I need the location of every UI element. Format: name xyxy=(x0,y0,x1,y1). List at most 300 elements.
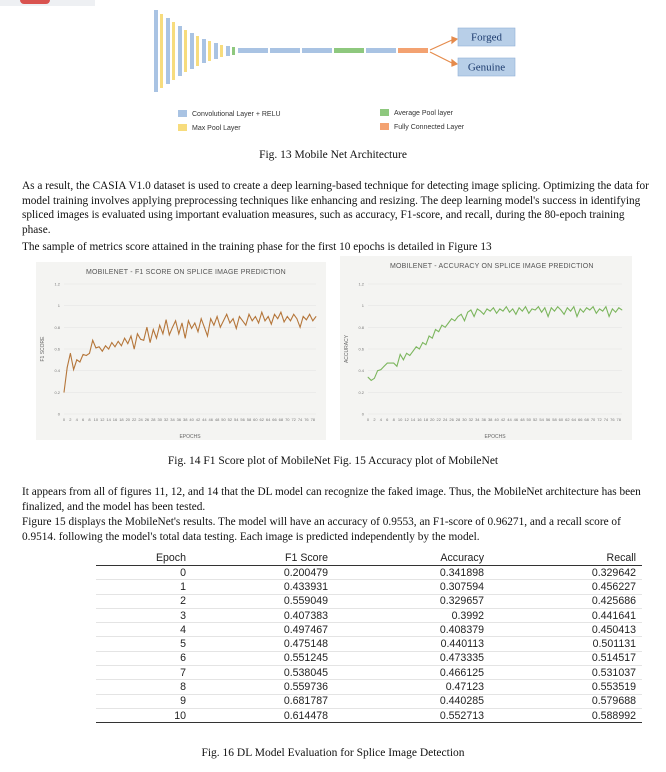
x-tick-label: 68 xyxy=(278,417,284,422)
data-point xyxy=(277,318,278,319)
table-row xyxy=(96,580,642,594)
data-point xyxy=(425,344,426,345)
col-header-recall: Recall xyxy=(490,551,642,566)
data-point xyxy=(580,309,581,310)
data-point xyxy=(451,318,452,319)
data-point xyxy=(226,314,227,315)
data-point xyxy=(118,341,119,342)
data-point xyxy=(387,363,388,364)
cell-f1: 0.407383 xyxy=(188,608,334,622)
data-point xyxy=(188,320,189,321)
data-point xyxy=(80,362,81,363)
data-point xyxy=(538,306,539,307)
data-point xyxy=(214,325,215,326)
data-point xyxy=(83,354,84,355)
accuracy-chart xyxy=(340,256,632,440)
cell-recall: 0.329642 xyxy=(490,566,642,580)
x-tick-label: 62 xyxy=(565,417,570,422)
x-axis-label: EPOCHS xyxy=(484,434,506,440)
data-point xyxy=(564,314,565,315)
cell-epoch: 1 xyxy=(96,580,188,594)
data-point xyxy=(92,340,93,341)
output-genuine xyxy=(458,58,515,76)
y-tick-label: 1 xyxy=(57,303,60,309)
data-point xyxy=(435,329,436,330)
x-tick-label: 38 xyxy=(182,417,188,422)
data-point xyxy=(393,363,394,364)
data-point xyxy=(268,316,269,317)
data-point xyxy=(223,320,224,321)
x-tick-label: 60 xyxy=(558,417,564,422)
data-point xyxy=(172,327,173,328)
cell-f1: 0.614478 xyxy=(188,708,334,722)
data-point xyxy=(544,307,545,308)
data-point xyxy=(265,320,266,321)
x-tick-label: 72 xyxy=(597,417,602,422)
data-point xyxy=(400,354,401,355)
data-point xyxy=(422,342,423,343)
cell-accuracy: 0.3992 xyxy=(334,608,490,622)
data-point xyxy=(169,335,170,336)
data-point xyxy=(458,316,459,317)
data-point xyxy=(296,318,297,319)
mobilenet-architecture-diagram xyxy=(140,0,520,140)
network-blocks xyxy=(154,10,428,92)
x-tick-label: 10 xyxy=(93,417,99,422)
y-tick-label: 0.8 xyxy=(54,324,60,330)
data-point xyxy=(217,316,218,317)
data-point xyxy=(115,346,116,347)
data-point xyxy=(609,316,610,317)
cell-recall: 0.514517 xyxy=(490,651,642,665)
data-point xyxy=(438,331,439,332)
cell-accuracy: 0.473335 xyxy=(334,651,490,665)
data-point xyxy=(548,316,549,317)
x-tick-label: 30 xyxy=(157,417,162,422)
data-point xyxy=(281,312,282,313)
diagram-legend xyxy=(178,109,465,132)
cell-f1: 0.538045 xyxy=(188,666,334,680)
x-tick-label: 18 xyxy=(119,417,124,422)
data-point xyxy=(519,307,520,308)
cell-epoch: 9 xyxy=(96,694,188,708)
body-paragraph-1: As a result, the CASIA V1.0 dataset is used to create a deep learning-based technique for detecting image splicing. Optimizing the data for model training involves applying preprocessing techniques like enhancing and resizing. The deep learning model's success in identifying spliced images is evaluated using important evaluation measures, such as accuracy, F1-score, and recall, during the 80-epoch training phase. xyxy=(22,180,649,236)
x-tick-label: 68 xyxy=(584,417,589,422)
data-point xyxy=(583,312,584,313)
data-point xyxy=(615,312,616,313)
data-point xyxy=(374,378,375,379)
data-point xyxy=(570,311,571,312)
x-tick-label: 62 xyxy=(259,417,264,422)
data-point xyxy=(191,328,192,329)
data-point xyxy=(258,323,259,324)
table-row xyxy=(96,637,642,651)
data-point xyxy=(207,336,208,337)
table-row xyxy=(96,566,642,580)
cell-epoch: 10 xyxy=(96,708,188,722)
y-tick-label: 0 xyxy=(57,411,60,417)
data-point xyxy=(252,320,253,321)
data-point xyxy=(64,392,65,393)
body-paragraph-4: Figure 15 displays the MobileNet's results. The model will have an accuracy of 0.9553, an F1-score of 0.96271, and a recall score of 0.9514. following the model's total data testing. Each image is predicted independently by the model. xyxy=(22,516,621,543)
table-row xyxy=(96,680,642,694)
cell-f1: 0.433931 xyxy=(188,580,334,594)
x-tick-label: 56 xyxy=(240,417,245,422)
evaluation-table xyxy=(96,551,642,723)
x-tick-label: 46 xyxy=(208,417,213,422)
body-paragraph-3: It appears from all of figures 11, 12, and 14 that the DL model can recognize the faked image. Thus, the MobileNet architecture has been finalized, and the model has been tested. xyxy=(22,486,641,513)
chart-background xyxy=(36,262,326,440)
cell-accuracy: 0.329657 xyxy=(334,594,490,608)
cell-accuracy: 0.466125 xyxy=(334,666,490,680)
cell-epoch: 5 xyxy=(96,637,188,651)
x-tick-label: 74 xyxy=(297,417,303,422)
data-point xyxy=(271,324,272,325)
x-tick-label: 34 xyxy=(475,417,480,422)
cell-epoch: 4 xyxy=(96,623,188,637)
cell-accuracy: 0.552713 xyxy=(334,708,490,722)
svg-text:Convolutional Layer + RELU: Convolutional Layer + RELU xyxy=(192,111,281,118)
data-point xyxy=(175,320,176,321)
x-tick-label: 64 xyxy=(265,417,271,422)
data-point xyxy=(67,367,68,368)
x-tick-label: 16 xyxy=(417,417,422,422)
data-point xyxy=(561,310,562,311)
data-point xyxy=(596,313,597,314)
data-point xyxy=(380,369,381,370)
x-tick-label: 66 xyxy=(272,417,277,422)
y-tick-label: 0.6 xyxy=(54,346,60,352)
x-tick-label: 76 xyxy=(610,417,615,422)
x-tick-label: 40 xyxy=(189,417,194,422)
x-tick-label: 8 xyxy=(88,417,91,422)
x-tick-label: 52 xyxy=(532,417,538,422)
x-tick-label: 42 xyxy=(500,417,506,422)
data-point xyxy=(153,329,154,330)
y-tick-label: 0.6 xyxy=(358,346,364,352)
x-tick-label: 54 xyxy=(234,417,239,422)
y-tick-label: 0.4 xyxy=(358,368,364,374)
data-point xyxy=(618,307,619,308)
y-tick-label: 1 xyxy=(361,303,364,309)
y-axis-label: F1 SCORE xyxy=(40,336,46,362)
cell-f1: 0.681787 xyxy=(188,694,334,708)
x-tick-label: 8 xyxy=(392,417,395,422)
x-tick-label: 22 xyxy=(436,417,441,422)
cell-f1: 0.559736 xyxy=(188,680,334,694)
table-header-row xyxy=(96,551,642,566)
cell-recall: 0.531037 xyxy=(490,666,642,680)
x-tick-label: 38 xyxy=(487,417,493,422)
data-point xyxy=(622,310,623,311)
data-point xyxy=(131,336,132,337)
cell-recall: 0.588992 xyxy=(490,708,642,722)
data-point xyxy=(159,325,160,326)
cell-accuracy: 0.341898 xyxy=(334,566,490,580)
data-point xyxy=(416,346,417,347)
data-point xyxy=(525,306,526,307)
data-point xyxy=(95,348,96,349)
figure-13-caption: Fig. 13 Mobile Net Architecture xyxy=(259,149,407,161)
data-point xyxy=(483,314,484,315)
x-tick-label: 20 xyxy=(430,417,435,422)
x-tick-label: 44 xyxy=(202,417,207,422)
data-point xyxy=(512,309,513,310)
data-point xyxy=(551,307,552,308)
data-point xyxy=(528,313,529,314)
x-tick-label: 14 xyxy=(106,417,111,422)
data-point xyxy=(522,311,523,312)
cell-accuracy: 0.47123 xyxy=(334,680,490,694)
x-tick-label: 50 xyxy=(526,417,531,422)
data-point xyxy=(261,312,262,313)
data-point xyxy=(397,366,398,367)
data-point xyxy=(140,339,141,340)
cell-epoch: 6 xyxy=(96,651,188,665)
x-tick-label: 36 xyxy=(176,417,182,422)
x-tick-label: 60 xyxy=(253,417,258,422)
y-tick-label: 0.8 xyxy=(358,324,364,330)
cell-epoch: 3 xyxy=(96,608,188,622)
data-point xyxy=(390,363,391,364)
data-point xyxy=(76,359,77,360)
data-point xyxy=(121,345,122,346)
cell-f1: 0.200479 xyxy=(188,566,334,580)
x-tick-label: 28 xyxy=(151,417,156,422)
data-point xyxy=(124,338,125,339)
x-tick-label: 50 xyxy=(221,417,226,422)
data-point xyxy=(182,323,183,324)
data-point xyxy=(567,307,568,308)
table-row xyxy=(96,651,642,665)
cell-recall: 0.450413 xyxy=(490,623,642,637)
x-tick-label: 2 xyxy=(373,417,376,422)
y-tick-label: 0.2 xyxy=(54,389,60,395)
cell-epoch: 7 xyxy=(96,666,188,680)
data-point xyxy=(249,314,250,315)
data-point xyxy=(554,311,555,312)
cell-epoch: 2 xyxy=(96,594,188,608)
y-tick-label: 1.2 xyxy=(358,281,364,287)
table-row xyxy=(96,666,642,680)
data-point xyxy=(499,309,500,310)
cell-accuracy: 0.408379 xyxy=(334,623,490,637)
header-logo xyxy=(0,0,95,6)
cell-recall: 0.579688 xyxy=(490,694,642,708)
x-tick-label: 58 xyxy=(552,417,557,422)
data-point xyxy=(290,320,291,321)
data-point xyxy=(532,309,533,310)
data-point xyxy=(127,343,128,344)
data-point xyxy=(178,333,179,334)
y-tick-label: 0.4 xyxy=(54,368,60,374)
x-tick-label: 6 xyxy=(82,417,85,422)
x-tick-label: 48 xyxy=(214,417,220,422)
svg-text:Fully Connected Layer: Fully Connected Layer xyxy=(394,124,465,131)
data-point xyxy=(503,311,504,312)
x-tick-label: 78 xyxy=(310,417,316,422)
data-point xyxy=(448,323,449,324)
data-point xyxy=(143,340,144,341)
chart-title: MOBILENET - ACCURACY ON SPLICE IMAGE PREDICTION xyxy=(390,263,594,270)
x-tick-label: 40 xyxy=(494,417,499,422)
x-tick-label: 28 xyxy=(455,417,461,422)
data-point xyxy=(506,306,507,307)
data-point xyxy=(70,353,71,354)
x-tick-label: 32 xyxy=(468,417,474,422)
x-tick-label: 2 xyxy=(69,417,72,422)
data-point xyxy=(429,336,430,337)
data-point xyxy=(377,370,378,371)
x-tick-label: 0 xyxy=(366,417,370,422)
data-point xyxy=(509,312,510,313)
x-tick-label: 76 xyxy=(304,417,309,422)
data-point xyxy=(236,328,237,329)
x-tick-label: 48 xyxy=(520,417,525,422)
data-point xyxy=(185,338,186,339)
col-header-epoch: Epoch xyxy=(96,551,188,566)
data-point xyxy=(467,312,468,313)
x-tick-label: 78 xyxy=(616,417,622,422)
data-point xyxy=(198,331,199,332)
data-point xyxy=(602,311,603,312)
cell-accuracy: 0.307594 xyxy=(334,580,490,594)
data-point xyxy=(102,351,103,352)
data-point xyxy=(445,327,446,328)
data-point xyxy=(487,309,488,310)
data-point xyxy=(134,349,135,350)
data-point xyxy=(593,306,594,307)
data-point xyxy=(490,311,491,312)
data-point xyxy=(454,320,455,321)
data-point xyxy=(612,309,613,310)
y-axis-label: ACCURACY xyxy=(344,334,350,364)
cell-epoch: 0 xyxy=(96,566,188,580)
data-point xyxy=(493,307,494,308)
x-tick-label: 12 xyxy=(100,417,105,422)
x-tick-label: 12 xyxy=(404,417,409,422)
figure-14-15-caption: Fig. 14 F1 Score plot of MobileNet Fig. 15 Accuracy plot of MobileNet xyxy=(167,455,499,467)
svg-text:Genuine: Genuine xyxy=(467,61,506,74)
x-tick-label: 30 xyxy=(462,417,467,422)
data-point xyxy=(557,306,558,307)
x-tick-label: 18 xyxy=(423,417,429,422)
x-tick-label: 36 xyxy=(481,417,486,422)
x-tick-label: 70 xyxy=(285,417,290,422)
data-point xyxy=(515,314,516,315)
body-paragraph-2: The sample of metrics score attained in the training phase for the first 10 epochs is detailed in Figure 13 xyxy=(22,241,492,253)
x-tick-label: 4 xyxy=(75,417,78,422)
cell-recall: 0.456227 xyxy=(490,580,642,594)
data-point xyxy=(577,316,578,317)
figure-16-caption: Fig. 16 DL Model Evaluation for Splice Image Detection xyxy=(201,747,465,759)
data-point xyxy=(166,319,167,320)
data-point xyxy=(384,366,385,367)
data-point xyxy=(150,342,151,343)
cell-recall: 0.425686 xyxy=(490,594,642,608)
data-point xyxy=(477,309,478,310)
data-point xyxy=(413,351,414,352)
x-tick-label: 64 xyxy=(571,417,576,422)
data-point xyxy=(541,312,542,313)
data-point xyxy=(306,319,307,320)
chart-background xyxy=(340,256,632,440)
y-tick-label: 0 xyxy=(361,411,364,417)
data-point xyxy=(474,316,475,317)
data-point xyxy=(406,353,407,354)
x-tick-label: 6 xyxy=(386,417,389,422)
output-arrows xyxy=(430,37,457,66)
data-point xyxy=(368,377,369,378)
x-tick-label: 20 xyxy=(125,417,131,422)
data-point xyxy=(573,306,574,307)
data-point xyxy=(86,355,87,356)
data-point xyxy=(599,309,600,310)
data-point xyxy=(229,323,230,324)
chart-title: MOBILENET - F1 SCORE ON SPLICE IMAGE PREDICTION xyxy=(86,269,286,276)
data-point xyxy=(255,316,256,317)
x-axis-label: EPOCHS xyxy=(179,434,201,440)
data-point xyxy=(432,338,433,339)
svg-text:Max Pool Layer: Max Pool Layer xyxy=(192,125,241,132)
data-point xyxy=(409,355,410,356)
col-header-accuracy: Accuracy xyxy=(334,551,490,566)
f1-score-chart xyxy=(36,262,326,440)
data-point xyxy=(589,310,590,311)
x-tick-label: 32 xyxy=(163,417,169,422)
data-point xyxy=(108,349,109,350)
data-point xyxy=(496,313,497,314)
x-tick-label: 10 xyxy=(397,417,403,422)
x-tick-label: 14 xyxy=(410,417,416,422)
data-point xyxy=(99,346,100,347)
data-point xyxy=(442,325,443,326)
x-tick-label: 70 xyxy=(590,417,596,422)
table-row xyxy=(96,708,642,722)
data-point xyxy=(461,314,462,315)
data-point xyxy=(111,342,112,343)
output-forged xyxy=(458,28,515,46)
cell-accuracy: 0.440113 xyxy=(334,637,490,651)
data-point xyxy=(287,316,288,317)
data-point xyxy=(105,345,106,346)
x-tick-label: 26 xyxy=(144,417,150,422)
data-point xyxy=(245,325,246,326)
data-point xyxy=(147,327,148,328)
data-point xyxy=(300,327,301,328)
data-point xyxy=(137,333,138,334)
cell-f1: 0.559049 xyxy=(188,594,334,608)
x-tick-label: 24 xyxy=(442,417,448,422)
data-point xyxy=(194,323,195,324)
svg-text:Average Pool layer: Average Pool layer xyxy=(394,110,454,117)
x-tick-label: 26 xyxy=(449,417,454,422)
x-tick-label: 4 xyxy=(379,417,382,422)
x-tick-label: 74 xyxy=(603,417,609,422)
data-point xyxy=(371,380,372,381)
table-row xyxy=(96,594,642,608)
data-point xyxy=(274,314,275,315)
data-point xyxy=(156,338,157,339)
cell-f1: 0.551245 xyxy=(188,651,334,665)
x-tick-label: 54 xyxy=(539,417,544,422)
table-row xyxy=(96,608,642,622)
x-tick-label: 56 xyxy=(545,417,551,422)
svg-text:Forged: Forged xyxy=(471,31,502,44)
cell-f1: 0.475148 xyxy=(188,637,334,651)
cell-accuracy: 0.440285 xyxy=(334,694,490,708)
cell-f1: 0.497467 xyxy=(188,623,334,637)
